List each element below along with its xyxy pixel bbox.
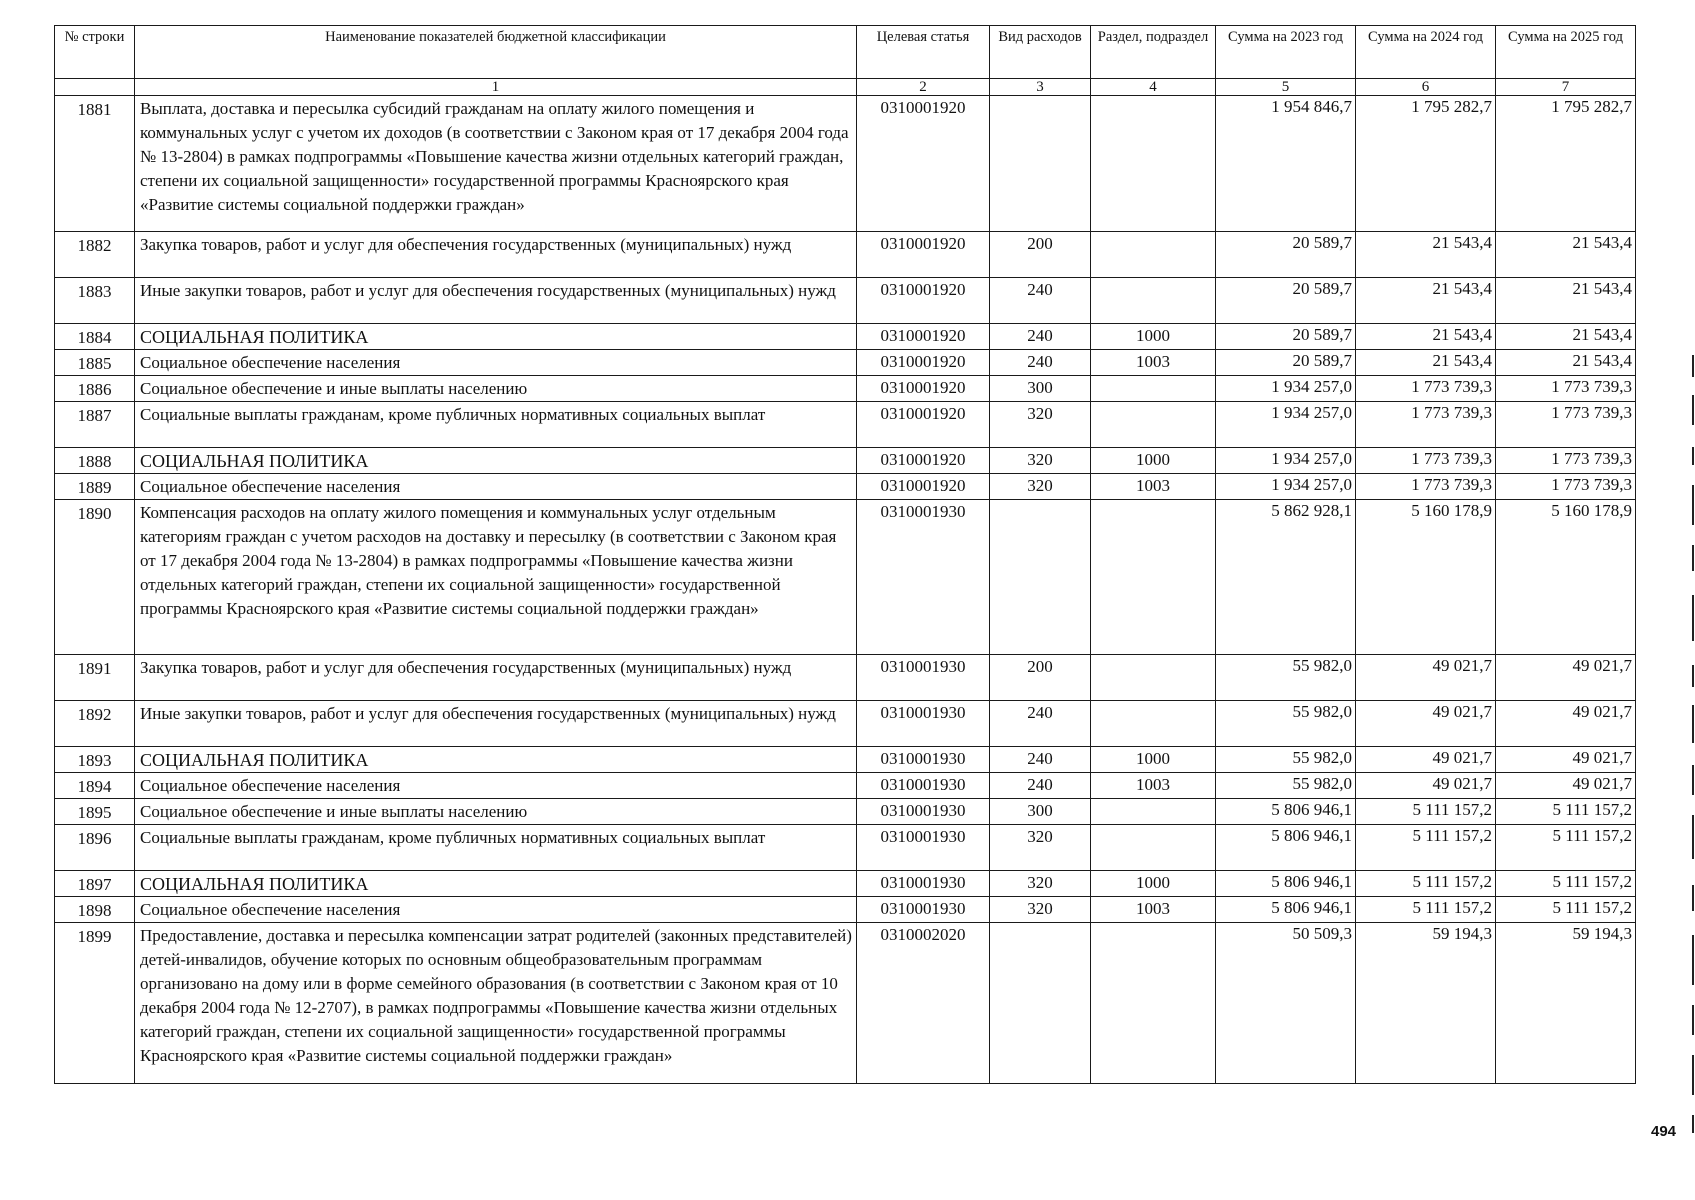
section-cell: 1000: [1091, 324, 1216, 350]
sum-2024-cell: 21 543,4: [1356, 278, 1496, 324]
indicator-name-cell: Выплата, доставка и пересылка субсидий гражданам на оплату жилого помещения и коммунальных услуг с учетом их доходов (в соответствии с Законом края от 17 декабря 2004 года № 13-2804) в рамках подпрограммы «Повышение качества жизни отдельных категорий граждан, степени их социальной защищенности» государственной программы Красноярского края «Развитие системы социальной поддержки граждан»: [135, 96, 857, 232]
section-cell: 1003: [1091, 474, 1216, 500]
table-row: [55, 474, 1636, 500]
target-article-cell: 0310001930: [857, 871, 990, 897]
expense-kind-cell: 240: [990, 350, 1091, 376]
column-index: 7: [1496, 79, 1636, 96]
section-cell: 1003: [1091, 773, 1216, 799]
sum-2023-cell: 1 934 257,0: [1216, 376, 1356, 402]
sum-2025-cell: 5 111 157,2: [1496, 897, 1636, 923]
target-article-cell: 0310001920: [857, 402, 990, 448]
target-article-cell: 0310001930: [857, 799, 990, 825]
sum-2023-cell: 55 982,0: [1216, 655, 1356, 701]
sum-2023-cell: 20 589,7: [1216, 324, 1356, 350]
header-sum-2025: Сумма на 2025 год: [1496, 26, 1636, 79]
target-article-cell: 0310001930: [857, 773, 990, 799]
section-cell: [1091, 825, 1216, 871]
sum-2023-cell: 1 934 257,0: [1216, 402, 1356, 448]
sum-2023-cell: 20 589,7: [1216, 232, 1356, 278]
sum-2025-cell: 21 543,4: [1496, 232, 1636, 278]
row-number-cell: 1893: [55, 747, 135, 773]
expense-kind-cell: 200: [990, 655, 1091, 701]
section-cell: 1000: [1091, 448, 1216, 474]
target-article-cell: 0310001930: [857, 500, 990, 655]
table-row: [55, 799, 1636, 825]
expense-kind-cell: 240: [990, 747, 1091, 773]
table-row: [55, 96, 1636, 232]
column-index-row: [55, 79, 1636, 96]
table-row: [55, 376, 1636, 402]
column-index: 2: [857, 79, 990, 96]
sum-2025-cell: 5 111 157,2: [1496, 825, 1636, 871]
row-number-cell: 1899: [55, 923, 135, 1084]
sum-2023-cell: 5 806 946,1: [1216, 897, 1356, 923]
indicator-name-cell: Социальное обеспечение населения: [135, 897, 857, 923]
sum-2024-cell: 5 111 157,2: [1356, 897, 1496, 923]
sum-2023-cell: 20 589,7: [1216, 350, 1356, 376]
row-number-cell: 1898: [55, 897, 135, 923]
sum-2023-cell: 5 806 946,1: [1216, 871, 1356, 897]
sum-2023-cell: 1 934 257,0: [1216, 474, 1356, 500]
section-cell: [1091, 701, 1216, 747]
row-number-cell: 1881: [55, 96, 135, 232]
sum-2025-cell: 5 111 157,2: [1496, 799, 1636, 825]
sum-2024-cell: 5 111 157,2: [1356, 825, 1496, 871]
section-cell: 1000: [1091, 747, 1216, 773]
row-number-cell: 1883: [55, 278, 135, 324]
indicator-name-cell: Закупка товаров, работ и услуг для обеспечения государственных (муниципальных) нужд: [135, 655, 857, 701]
expense-kind-cell: 300: [990, 799, 1091, 825]
expense-kind-cell: 320: [990, 825, 1091, 871]
header-name: Наименование показателей бюджетной классификации: [135, 26, 857, 79]
indicator-name-cell: Предоставление, доставка и пересылка компенсации затрат родителей (законных представителей) детей-инвалидов, обучение которых по основным общеобразовательным программам организовано на дому или в форме семейного образования (в соответствии с Законом края от 10 декабря 2004 года № 12-2707), в рамках подпрограммы «Повышение качества жизни отдельных категорий граждан, степени их социальной защищенности» государственной программы Красноярского края «Развитие системы социальной поддержки граждан»: [135, 923, 857, 1084]
target-article-cell: 0310001920: [857, 278, 990, 324]
expense-kind-cell: 200: [990, 232, 1091, 278]
table-row: [55, 825, 1636, 871]
expense-kind-cell: [990, 500, 1091, 655]
column-index: 4: [1091, 79, 1216, 96]
table-row: [55, 655, 1636, 701]
section-cell: [1091, 402, 1216, 448]
sum-2024-cell: 1 773 739,3: [1356, 448, 1496, 474]
sum-2024-cell: 1 795 282,7: [1356, 96, 1496, 232]
expense-kind-cell: 320: [990, 897, 1091, 923]
sum-2023-cell: 55 982,0: [1216, 747, 1356, 773]
sum-2024-cell: 49 021,7: [1356, 655, 1496, 701]
sum-2024-cell: 5 160 178,9: [1356, 500, 1496, 655]
sum-2024-cell: 21 543,4: [1356, 324, 1496, 350]
header-sum-2023: Сумма на 2023 год: [1216, 26, 1356, 79]
target-article-cell: 0310001920: [857, 96, 990, 232]
sum-2024-cell: 21 543,4: [1356, 232, 1496, 278]
table-row: [55, 350, 1636, 376]
row-number-cell: 1891: [55, 655, 135, 701]
row-number-cell: 1886: [55, 376, 135, 402]
sum-2024-cell: 59 194,3: [1356, 923, 1496, 1084]
expense-kind-cell: 240: [990, 278, 1091, 324]
section-cell: [1091, 232, 1216, 278]
sum-2023-cell: 20 589,7: [1216, 278, 1356, 324]
row-number-cell: 1890: [55, 500, 135, 655]
target-article-cell: 0310002020: [857, 923, 990, 1084]
sum-2025-cell: 1 773 739,3: [1496, 474, 1636, 500]
header-sum-2024: Сумма на 2024 год: [1356, 26, 1496, 79]
expense-kind-cell: 240: [990, 773, 1091, 799]
row-number-cell: 1889: [55, 474, 135, 500]
target-article-cell: 0310001930: [857, 825, 990, 871]
indicator-name-cell: Социальные выплаты гражданам, кроме публичных нормативных социальных выплат: [135, 825, 857, 871]
row-number-cell: 1884: [55, 324, 135, 350]
row-number-cell: 1897: [55, 871, 135, 897]
table-row: [55, 402, 1636, 448]
expense-kind-cell: 240: [990, 701, 1091, 747]
sum-2025-cell: 5 111 157,2: [1496, 871, 1636, 897]
sum-2025-cell: 21 543,4: [1496, 278, 1636, 324]
header-section: Раздел, подраздел: [1091, 26, 1216, 79]
column-index: 6: [1356, 79, 1496, 96]
target-article-cell: 0310001930: [857, 655, 990, 701]
sum-2023-cell: 55 982,0: [1216, 773, 1356, 799]
section-cell: [1091, 278, 1216, 324]
indicator-name-cell: СОЦИАЛЬНАЯ ПОЛИТИКА: [135, 747, 857, 773]
indicator-name-cell: СОЦИАЛЬНАЯ ПОЛИТИКА: [135, 871, 857, 897]
sum-2024-cell: 1 773 739,3: [1356, 376, 1496, 402]
target-article-cell: 0310001930: [857, 701, 990, 747]
sum-2025-cell: 5 160 178,9: [1496, 500, 1636, 655]
target-article-cell: 0310001920: [857, 448, 990, 474]
indicator-name-cell: Социальные выплаты гражданам, кроме публичных нормативных социальных выплат: [135, 402, 857, 448]
expense-kind-cell: 240: [990, 324, 1091, 350]
table-row: [55, 923, 1636, 1084]
indicator-name-cell: Иные закупки товаров, работ и услуг для обеспечения государственных (муниципальных) нужд: [135, 701, 857, 747]
indicator-name-cell: Социальное обеспечение и иные выплаты населению: [135, 799, 857, 825]
table-row: [55, 500, 1636, 655]
indicator-name-cell: СОЦИАЛЬНАЯ ПОЛИТИКА: [135, 324, 857, 350]
section-cell: 1003: [1091, 897, 1216, 923]
row-number-cell: 1892: [55, 701, 135, 747]
indicator-name-cell: Социальное обеспечение населения: [135, 350, 857, 376]
sum-2023-cell: 5 862 928,1: [1216, 500, 1356, 655]
indicator-name-cell: Социальное обеспечение населения: [135, 474, 857, 500]
column-index: [55, 79, 135, 96]
column-index: 5: [1216, 79, 1356, 96]
sum-2024-cell: 49 021,7: [1356, 747, 1496, 773]
expense-kind-cell: 320: [990, 474, 1091, 500]
sum-2024-cell: 21 543,4: [1356, 350, 1496, 376]
section-cell: [1091, 96, 1216, 232]
table-row: [55, 897, 1636, 923]
indicator-name-cell: Компенсация расходов на оплату жилого помещения и коммунальных услуг отдельным категориям граждан с учетом расходов на доставку и пересылку (в соответствии с Законом края от 17 декабря 2004 года № 13-2804) в рамках подпрограммы «Повышение качества жизни отдельных категорий граждан, степени их социальной защищенности» государственной программы Красноярского края «Развитие системы социальной поддержки граждан»: [135, 500, 857, 655]
table-row: [55, 773, 1636, 799]
sum-2024-cell: 1 773 739,3: [1356, 402, 1496, 448]
sum-2023-cell: 5 806 946,1: [1216, 825, 1356, 871]
sum-2023-cell: 1 954 846,7: [1216, 96, 1356, 232]
target-article-cell: 0310001920: [857, 232, 990, 278]
header-row-number: № строки: [55, 26, 135, 79]
sum-2025-cell: 1 773 739,3: [1496, 448, 1636, 474]
sum-2023-cell: 55 982,0: [1216, 701, 1356, 747]
table-row: [55, 701, 1636, 747]
target-article-cell: 0310001920: [857, 350, 990, 376]
sum-2025-cell: 1 773 739,3: [1496, 376, 1636, 402]
sum-2024-cell: 1 773 739,3: [1356, 474, 1496, 500]
row-number-cell: 1882: [55, 232, 135, 278]
table-header-row: [55, 26, 1636, 79]
indicator-name-cell: Социальное обеспечение населения: [135, 773, 857, 799]
table-row: [55, 232, 1636, 278]
indicator-name-cell: Социальное обеспечение и иные выплаты населению: [135, 376, 857, 402]
sum-2025-cell: 49 021,7: [1496, 747, 1636, 773]
indicator-name-cell: СОЦИАЛЬНАЯ ПОЛИТИКА: [135, 448, 857, 474]
sum-2025-cell: 21 543,4: [1496, 350, 1636, 376]
sum-2025-cell: 1 773 739,3: [1496, 402, 1636, 448]
section-cell: [1091, 500, 1216, 655]
budget-document-page: [54, 25, 1635, 1148]
budget-classification-table: [54, 25, 1636, 1084]
row-number-cell: 1887: [55, 402, 135, 448]
expense-kind-cell: 320: [990, 402, 1091, 448]
section-cell: [1091, 799, 1216, 825]
row-number-cell: 1894: [55, 773, 135, 799]
sum-2024-cell: 49 021,7: [1356, 701, 1496, 747]
row-number-cell: 1885: [55, 350, 135, 376]
table-row: [55, 871, 1636, 897]
row-number-cell: 1895: [55, 799, 135, 825]
sum-2024-cell: 49 021,7: [1356, 773, 1496, 799]
table-row: [55, 448, 1636, 474]
sum-2025-cell: 49 021,7: [1496, 701, 1636, 747]
table-row: [55, 324, 1636, 350]
row-number-cell: 1896: [55, 825, 135, 871]
row-number-cell: 1888: [55, 448, 135, 474]
sum-2023-cell: 1 934 257,0: [1216, 448, 1356, 474]
section-cell: 1003: [1091, 350, 1216, 376]
column-index: 3: [990, 79, 1091, 96]
expense-kind-cell: 300: [990, 376, 1091, 402]
sum-2025-cell: 1 795 282,7: [1496, 96, 1636, 232]
section-cell: 1000: [1091, 871, 1216, 897]
indicator-name-cell: Закупка товаров, работ и услуг для обеспечения государственных (муниципальных) нужд: [135, 232, 857, 278]
sum-2023-cell: 50 509,3: [1216, 923, 1356, 1084]
column-index: 1: [135, 79, 857, 96]
target-article-cell: 0310001930: [857, 897, 990, 923]
expense-kind-cell: [990, 923, 1091, 1084]
expense-kind-cell: [990, 96, 1091, 232]
target-article-cell: 0310001920: [857, 324, 990, 350]
indicator-name-cell: Иные закупки товаров, работ и услуг для обеспечения государственных (муниципальных) нужд: [135, 278, 857, 324]
table-row: [55, 747, 1636, 773]
sum-2025-cell: 21 543,4: [1496, 324, 1636, 350]
header-target-article: Целевая статья: [857, 26, 990, 79]
section-cell: [1091, 923, 1216, 1084]
expense-kind-cell: 320: [990, 448, 1091, 474]
section-cell: [1091, 376, 1216, 402]
sum-2023-cell: 5 806 946,1: [1216, 799, 1356, 825]
sum-2024-cell: 5 111 157,2: [1356, 799, 1496, 825]
sum-2024-cell: 5 111 157,2: [1356, 871, 1496, 897]
table-row: [55, 278, 1636, 324]
section-cell: [1091, 655, 1216, 701]
sum-2025-cell: 49 021,7: [1496, 773, 1636, 799]
header-expense-kind: Вид расходов: [990, 26, 1091, 79]
sum-2025-cell: 49 021,7: [1496, 655, 1636, 701]
target-article-cell: 0310001930: [857, 747, 990, 773]
page-number: 494: [1651, 1123, 1677, 1140]
sum-2025-cell: 59 194,3: [1496, 923, 1636, 1084]
table-body: [55, 96, 1636, 1084]
target-article-cell: 0310001920: [857, 376, 990, 402]
target-article-cell: 0310001920: [857, 474, 990, 500]
expense-kind-cell: 320: [990, 871, 1091, 897]
